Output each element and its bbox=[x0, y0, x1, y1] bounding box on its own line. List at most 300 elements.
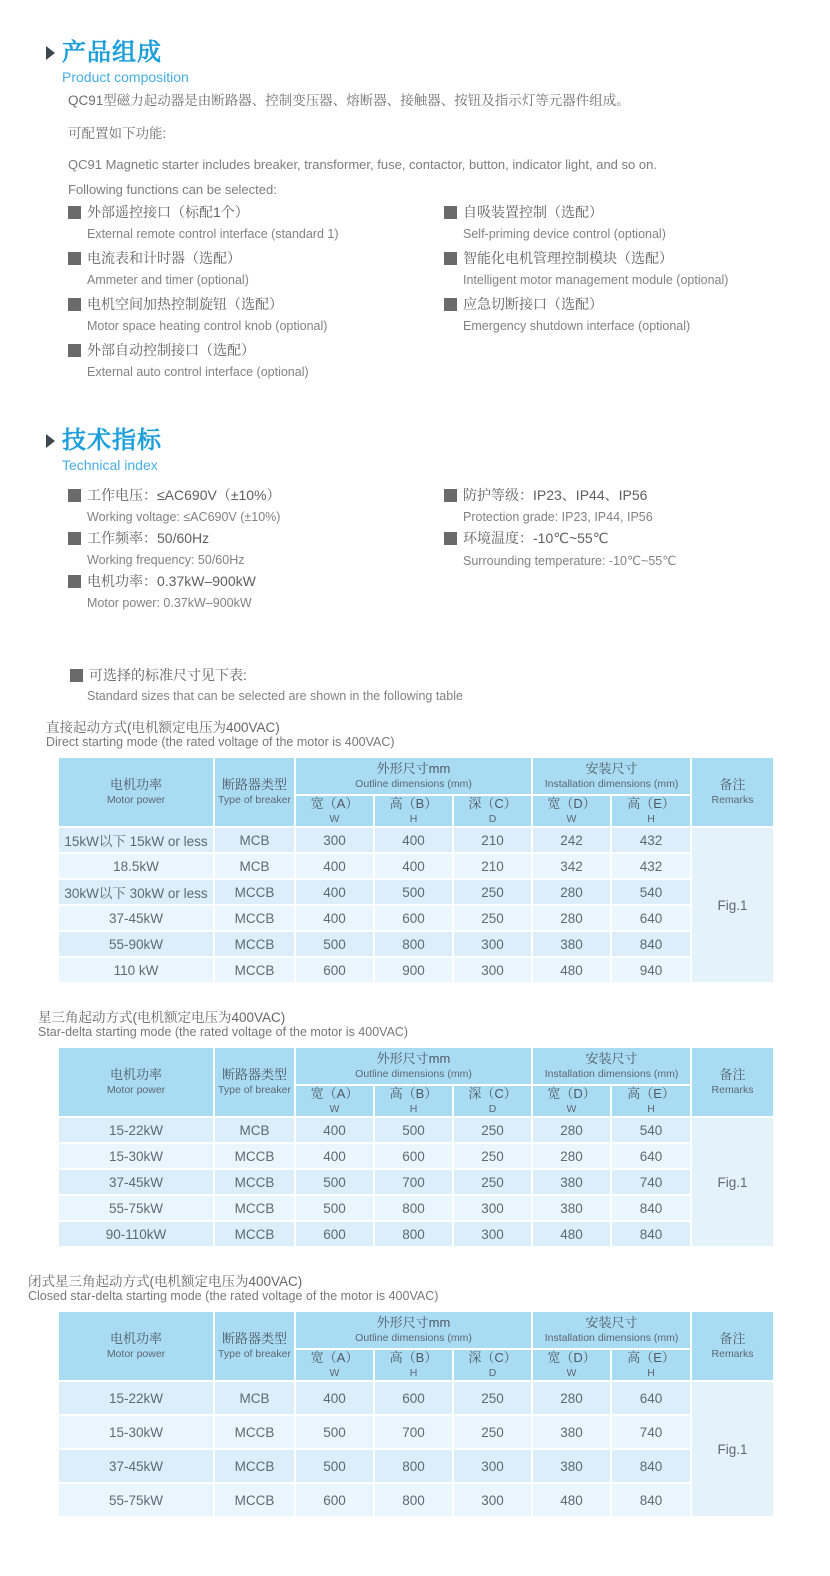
header-outline-dimensions-en: Outline dimensions (mm) bbox=[355, 778, 472, 790]
table-row bbox=[58, 931, 774, 957]
table-cell: MCCB bbox=[214, 1169, 295, 1195]
header-subcol bbox=[611, 1085, 691, 1117]
table-cell: 380 bbox=[532, 1169, 611, 1195]
table-cell: 400 bbox=[295, 879, 374, 905]
header-subcol-en: W bbox=[566, 1367, 577, 1379]
intro-paragraph: QC91型磁力起动器是由断路器、控制变压器、熔断器、接触器、按钮及指示灯等元器件组成。 bbox=[68, 93, 630, 108]
table-cell: 600 bbox=[295, 957, 374, 983]
header-breaker-type-zh: 断路器类型 bbox=[221, 777, 287, 792]
table-cell: 300 bbox=[295, 827, 374, 853]
spec-list-right bbox=[444, 486, 824, 572]
table-row bbox=[58, 879, 774, 905]
table-cell: MCCB bbox=[214, 1449, 295, 1483]
table-cell: 400 bbox=[295, 905, 374, 931]
table-row bbox=[58, 827, 774, 853]
header-installation-dimensions bbox=[532, 1047, 691, 1085]
table-cell: 480 bbox=[532, 1483, 611, 1517]
table-row bbox=[58, 1449, 774, 1483]
table-cell: 300 bbox=[453, 1483, 532, 1517]
feature-text-en: Emergency shutdown interface (optional) bbox=[463, 319, 691, 333]
table-cell: 280 bbox=[532, 1117, 611, 1143]
header-remarks bbox=[691, 1311, 774, 1381]
table-row bbox=[58, 957, 774, 983]
table-cell: 900 bbox=[374, 957, 453, 983]
table-cell: 380 bbox=[532, 1195, 611, 1221]
table-cell: 540 bbox=[611, 879, 691, 905]
header-breaker-type-en: Type of breaker bbox=[218, 1348, 291, 1360]
header-motor-power bbox=[58, 1047, 214, 1117]
feature-text-en: Ammeter and timer (optional) bbox=[87, 273, 249, 287]
table-cell: 700 bbox=[374, 1169, 453, 1195]
spec-label-zh bbox=[68, 529, 448, 548]
feature-list-left bbox=[68, 203, 448, 387]
table-cell: 300 bbox=[453, 957, 532, 983]
header-subcol-zh: 宽（D） bbox=[547, 796, 596, 811]
bullet-square-icon bbox=[444, 489, 457, 502]
feature-text-zh: 外部遥控接口（标配1个） bbox=[87, 204, 249, 220]
standard-note-en: Standard sizes that can be selected are shown in the following table bbox=[87, 689, 463, 703]
bullet-square-icon bbox=[68, 252, 81, 265]
header-remarks bbox=[691, 757, 774, 827]
header-subcol-en: W bbox=[566, 1103, 577, 1115]
table-cell: 840 bbox=[611, 1449, 691, 1483]
section-arrow-icon bbox=[46, 434, 55, 448]
dimensions-table bbox=[57, 1310, 775, 1518]
header-breaker-type-zh: 断路器类型 bbox=[221, 1331, 287, 1346]
feature-label-zh bbox=[444, 249, 824, 268]
section-title-zh: 技术指标 bbox=[62, 427, 162, 454]
feature-text-en: Intelligent motor management module (optional) bbox=[463, 273, 729, 287]
header-subcol-zh: 宽（A） bbox=[310, 796, 359, 811]
table-block-direct-starting bbox=[0, 716, 830, 1006]
table-cell: 600 bbox=[374, 905, 453, 931]
header-installation-dimensions-en: Installation dimensions (mm) bbox=[544, 1068, 679, 1080]
header-installation-dimensions bbox=[532, 1311, 691, 1349]
header-installation-dimensions bbox=[532, 757, 691, 795]
header-subcol-en: H bbox=[409, 1367, 418, 1379]
table-cell: 342 bbox=[532, 853, 611, 879]
table-cell: 15-30kW bbox=[58, 1415, 214, 1449]
spec-text-zh: 防护等级：IP23、IP44、IP56 bbox=[463, 487, 648, 503]
table-cell: 500 bbox=[295, 1169, 374, 1195]
feature-text-en: Self-priming device control (optional) bbox=[463, 227, 666, 241]
table-cell: MCCB bbox=[214, 879, 295, 905]
table-cell: 250 bbox=[453, 1381, 532, 1415]
table-cell: 700 bbox=[374, 1415, 453, 1449]
table-remark-cell: Fig.1 bbox=[691, 1117, 774, 1247]
table-cell: 432 bbox=[611, 827, 691, 853]
header-remarks-zh: 备注 bbox=[719, 1067, 746, 1082]
table-cell: MCCB bbox=[214, 1143, 295, 1169]
table-cell: MCB bbox=[214, 827, 295, 853]
bullet-square-icon bbox=[444, 298, 457, 311]
header-subcol bbox=[453, 1085, 532, 1117]
header-subcol-en: H bbox=[647, 1367, 655, 1379]
table-cell: 210 bbox=[453, 827, 532, 853]
spec-text-zh: 工作电压：≤AC690V（±10%） bbox=[87, 487, 281, 503]
header-remarks-zh: 备注 bbox=[719, 777, 746, 792]
spec-item bbox=[68, 529, 448, 572]
feature-label-zh bbox=[444, 203, 824, 222]
table-title-zh: 直接起动方式(电机额定电压为400VAC) bbox=[46, 720, 280, 735]
table-cell: MCCB bbox=[214, 1221, 295, 1247]
table-cell: 400 bbox=[295, 853, 374, 879]
table-cell: 940 bbox=[611, 957, 691, 983]
header-subcol-en: W bbox=[566, 813, 577, 825]
dimensions-table bbox=[57, 756, 775, 984]
bullet-square-icon bbox=[70, 669, 83, 682]
table-cell: 840 bbox=[611, 1195, 691, 1221]
table-cell: 250 bbox=[453, 905, 532, 931]
intro-paragraph: 可配置如下功能: bbox=[68, 126, 167, 141]
dimensions-table bbox=[57, 1046, 775, 1248]
header-outline-dimensions-en: Outline dimensions (mm) bbox=[355, 1332, 472, 1344]
header-remarks-en: Remarks bbox=[711, 1348, 754, 1360]
header-subcol bbox=[374, 1085, 453, 1117]
table-cell: MCCB bbox=[214, 1483, 295, 1517]
table-cell: 55-75kW bbox=[58, 1483, 214, 1517]
table-cell: 15-22kW bbox=[58, 1381, 214, 1415]
feature-text-en: Motor space heating control knob (optional) bbox=[87, 319, 328, 333]
table-cell: MCCB bbox=[214, 905, 295, 931]
feature-item bbox=[68, 249, 448, 295]
header-subcol bbox=[374, 1349, 453, 1381]
header-subcol-en: W bbox=[329, 1103, 340, 1115]
table-cell: 15-30kW bbox=[58, 1143, 214, 1169]
header-outline-dimensions bbox=[295, 1311, 532, 1349]
table-cell: 55-90kW bbox=[58, 931, 214, 957]
feature-text-zh: 电机空间加热控制旋钮（选配） bbox=[87, 296, 283, 312]
header-motor-power-en: Motor power bbox=[106, 1084, 166, 1096]
spec-item bbox=[444, 529, 824, 572]
table-cell: 210 bbox=[453, 853, 532, 879]
header-subcol bbox=[532, 1349, 611, 1381]
table-cell: 500 bbox=[295, 1449, 374, 1483]
table-cell: 250 bbox=[453, 1415, 532, 1449]
header-subcol-zh: 高（B） bbox=[389, 796, 438, 811]
table-cell: 400 bbox=[295, 1381, 374, 1415]
table-cell: 250 bbox=[453, 1143, 532, 1169]
table-cell: 800 bbox=[374, 1195, 453, 1221]
table-row bbox=[58, 1221, 774, 1247]
bullet-square-icon bbox=[68, 575, 81, 588]
table-cell: 740 bbox=[611, 1415, 691, 1449]
table-cell: 600 bbox=[374, 1143, 453, 1169]
standard-note-line-zh bbox=[70, 666, 463, 685]
header-breaker-type bbox=[214, 1311, 295, 1381]
table-cell: 37-45kW bbox=[58, 1449, 214, 1483]
table-row bbox=[58, 905, 774, 931]
table-cell: MCCB bbox=[214, 957, 295, 983]
header-subcol-zh: 深（C） bbox=[468, 1086, 517, 1101]
header-outline-dimensions-zh: 外形尺寸mm bbox=[376, 761, 451, 776]
table-row bbox=[58, 1381, 774, 1415]
table-title-zh: 闭式星三角起动方式(电机额定电压为400VAC) bbox=[28, 1274, 303, 1289]
header-subcol-zh: 宽（A） bbox=[310, 1350, 359, 1365]
table-cell: 800 bbox=[374, 931, 453, 957]
header-motor-power-en: Motor power bbox=[106, 794, 166, 806]
table-cell: 55-75kW bbox=[58, 1195, 214, 1221]
header-motor-power bbox=[58, 1311, 214, 1381]
header-subcol-zh: 宽（D） bbox=[547, 1086, 596, 1101]
table-cell: 600 bbox=[295, 1483, 374, 1517]
spec-item bbox=[68, 572, 448, 615]
table-cell: 380 bbox=[532, 1449, 611, 1483]
header-subcol-zh: 深（C） bbox=[468, 1350, 517, 1365]
feature-label-zh bbox=[68, 203, 448, 222]
feature-text-en: External remote control interface (standard 1) bbox=[87, 227, 339, 241]
bullet-square-icon bbox=[68, 532, 81, 545]
header-subcol bbox=[532, 1085, 611, 1117]
table-cell: 15-22kW bbox=[58, 1117, 214, 1143]
table-cell: 840 bbox=[611, 931, 691, 957]
header-breaker-type-en: Type of breaker bbox=[218, 1084, 291, 1096]
header-motor-power bbox=[58, 757, 214, 827]
bullet-square-icon bbox=[444, 252, 457, 265]
header-installation-dimensions-zh: 安装尺寸 bbox=[585, 1051, 638, 1066]
header-subcol-zh: 高（B） bbox=[389, 1350, 438, 1365]
table-cell: 280 bbox=[532, 905, 611, 931]
feature-item bbox=[444, 203, 824, 249]
table-cell: 840 bbox=[611, 1221, 691, 1247]
table-cell: 800 bbox=[374, 1449, 453, 1483]
header-subcol bbox=[532, 795, 611, 827]
spec-list-left bbox=[68, 486, 448, 615]
feature-list-right bbox=[444, 203, 824, 341]
spec-text-en: Working frequency: 50/60Hz bbox=[87, 553, 245, 567]
feature-label-zh bbox=[444, 295, 824, 314]
table-cell: MCCB bbox=[214, 1195, 295, 1221]
table-remark-cell: Fig.1 bbox=[691, 827, 774, 983]
header-outline-dimensions-en: Outline dimensions (mm) bbox=[355, 1068, 472, 1080]
feature-label-zh bbox=[68, 295, 448, 314]
table-title-zh: 星三角起动方式(电机额定电压为400VAC) bbox=[38, 1010, 286, 1025]
spec-text-zh: 环境温度：-10℃~55℃ bbox=[463, 530, 609, 546]
feature-text-zh: 外部自动控制接口（选配） bbox=[87, 342, 255, 358]
spec-label-zh bbox=[68, 486, 448, 505]
header-subcol-en: W bbox=[329, 813, 340, 825]
table-cell: 480 bbox=[532, 1221, 611, 1247]
header-subcol-zh: 高（B） bbox=[389, 1086, 438, 1101]
spec-item bbox=[444, 486, 824, 529]
standard-sizes-note bbox=[70, 666, 463, 703]
header-subcol bbox=[611, 795, 691, 827]
table-cell: 640 bbox=[611, 1381, 691, 1415]
table-cell: MCCB bbox=[214, 1415, 295, 1449]
header-installation-dimensions-en: Installation dimensions (mm) bbox=[544, 778, 679, 790]
table-cell: 640 bbox=[611, 905, 691, 931]
table-row bbox=[58, 853, 774, 879]
table-cell: MCB bbox=[214, 853, 295, 879]
section-arrow-icon bbox=[46, 46, 55, 60]
table-cell: 380 bbox=[532, 931, 611, 957]
bullet-square-icon bbox=[68, 206, 81, 219]
section-title-en: Technical index bbox=[62, 457, 158, 473]
table-cell: 30kW以下 30kW or less bbox=[58, 879, 214, 905]
table-cell: 280 bbox=[532, 1381, 611, 1415]
table-cell: 540 bbox=[611, 1117, 691, 1143]
bullet-square-icon bbox=[68, 344, 81, 357]
spec-text-en: Surrounding temperature: -10℃~55℃ bbox=[463, 554, 677, 568]
table-cell: 18.5kW bbox=[58, 853, 214, 879]
table-cell: 800 bbox=[374, 1483, 453, 1517]
header-installation-dimensions-en: Installation dimensions (mm) bbox=[544, 1332, 679, 1344]
table-cell: 300 bbox=[453, 931, 532, 957]
section-title-en: Product composition bbox=[62, 69, 189, 85]
table-cell: 480 bbox=[532, 957, 611, 983]
header-subcol-zh: 高（E） bbox=[627, 1350, 675, 1365]
feature-item bbox=[68, 203, 448, 249]
header-motor-power-zh: 电机功率 bbox=[109, 1067, 162, 1082]
table-row bbox=[58, 1169, 774, 1195]
feature-label-zh bbox=[68, 249, 448, 268]
header-subcol-zh: 宽（D） bbox=[547, 1350, 596, 1365]
table-cell: 500 bbox=[374, 1117, 453, 1143]
header-subcol bbox=[295, 1349, 374, 1381]
header-subcol bbox=[374, 795, 453, 827]
header-remarks-zh: 备注 bbox=[719, 1331, 746, 1346]
table-cell: MCB bbox=[214, 1117, 295, 1143]
table-cell: 840 bbox=[611, 1483, 691, 1517]
header-outline-dimensions bbox=[295, 757, 532, 795]
header-installation-dimensions-zh: 安装尺寸 bbox=[585, 761, 638, 776]
feature-text-zh: 自吸装置控制（选配） bbox=[463, 204, 603, 220]
table-cell: 242 bbox=[532, 827, 611, 853]
table-cell: 37-45kW bbox=[58, 1169, 214, 1195]
table-cell: 640 bbox=[611, 1143, 691, 1169]
feature-item bbox=[444, 295, 824, 341]
intro-paragraph: QC91 Magnetic starter includes breaker, transformer, fuse, contactor, button, indicator light, and so on. bbox=[68, 157, 657, 172]
table-row bbox=[58, 1483, 774, 1517]
bullet-square-icon bbox=[444, 206, 457, 219]
feature-text-zh: 智能化电机管理控制模块（选配） bbox=[463, 250, 673, 266]
header-breaker-type bbox=[214, 1047, 295, 1117]
header-subcol bbox=[611, 1349, 691, 1381]
header-remarks-en: Remarks bbox=[711, 1084, 754, 1096]
header-subcol-en: H bbox=[647, 813, 655, 825]
table-cell: 500 bbox=[374, 879, 453, 905]
spec-text-zh: 工作频率：50/60Hz bbox=[87, 530, 210, 546]
table-cell: 37-45kW bbox=[58, 905, 214, 931]
header-breaker-type bbox=[214, 757, 295, 827]
header-subcol bbox=[295, 1085, 374, 1117]
table-cell: 280 bbox=[532, 879, 611, 905]
header-motor-power-zh: 电机功率 bbox=[109, 777, 162, 792]
table-cell: 300 bbox=[453, 1221, 532, 1247]
header-motor-power-en: Motor power bbox=[106, 1348, 166, 1360]
table-cell: 250 bbox=[453, 879, 532, 905]
spec-text-en: Motor power: 0.37kW–900kW bbox=[87, 596, 252, 610]
section-header-product-composition bbox=[46, 40, 189, 85]
table-cell: 400 bbox=[295, 1117, 374, 1143]
header-subcol-en: D bbox=[488, 1367, 497, 1379]
header-breaker-type-en: Type of breaker bbox=[218, 794, 291, 806]
header-remarks bbox=[691, 1047, 774, 1117]
spec-item bbox=[68, 486, 448, 529]
intro-paragraph: Following functions can be selected: bbox=[68, 182, 277, 197]
table-cell: 600 bbox=[374, 1381, 453, 1415]
header-subcol-en: W bbox=[329, 1367, 340, 1379]
spec-text-zh: 电机功率：0.37kW–900kW bbox=[87, 573, 256, 589]
header-remarks-en: Remarks bbox=[711, 794, 754, 806]
table-cell: 380 bbox=[532, 1415, 611, 1449]
table-cell: 800 bbox=[374, 1221, 453, 1247]
table-cell: 400 bbox=[374, 853, 453, 879]
feature-text-zh: 电流表和计时器（选配） bbox=[87, 250, 241, 266]
section-header-technical-index bbox=[46, 428, 162, 473]
feature-item bbox=[68, 295, 448, 341]
header-breaker-type-zh: 断路器类型 bbox=[221, 1067, 287, 1082]
header-subcol bbox=[453, 795, 532, 827]
table-cell: 300 bbox=[453, 1449, 532, 1483]
table-row bbox=[58, 1415, 774, 1449]
table-cell: 500 bbox=[295, 931, 374, 957]
intro-paragraphs bbox=[68, 90, 788, 206]
table-row bbox=[58, 1195, 774, 1221]
table-cell: 250 bbox=[453, 1117, 532, 1143]
header-subcol-en: H bbox=[409, 813, 418, 825]
bullet-square-icon bbox=[68, 298, 81, 311]
table-cell: 300 bbox=[453, 1195, 532, 1221]
bullet-square-icon bbox=[444, 532, 457, 545]
table-block-closed-star-delta bbox=[0, 1270, 830, 1530]
header-subcol-en: D bbox=[488, 1103, 497, 1115]
feature-label-zh bbox=[68, 341, 448, 360]
table-cell: 250 bbox=[453, 1169, 532, 1195]
table-cell: MCB bbox=[214, 1381, 295, 1415]
table-cell: 400 bbox=[374, 827, 453, 853]
table-remark-cell: Fig.1 bbox=[691, 1381, 774, 1517]
table-cell: 90-110kW bbox=[58, 1221, 214, 1247]
table-cell: 432 bbox=[611, 853, 691, 879]
header-subcol-en: H bbox=[409, 1103, 418, 1115]
spec-text-en: Protection grade: IP23, IP44, IP56 bbox=[463, 510, 653, 524]
header-outline-dimensions bbox=[295, 1047, 532, 1085]
header-subcol-zh: 宽（A） bbox=[310, 1086, 359, 1101]
header-subcol bbox=[295, 795, 374, 827]
header-subcol-en: H bbox=[647, 1103, 655, 1115]
spec-label-zh bbox=[444, 529, 824, 548]
header-motor-power-zh: 电机功率 bbox=[109, 1331, 162, 1346]
header-subcol-zh: 深（C） bbox=[468, 796, 517, 811]
table-row bbox=[58, 1117, 774, 1143]
table-cell: 110 kW bbox=[58, 957, 214, 983]
feature-item bbox=[68, 341, 448, 387]
table-cell: 400 bbox=[295, 1143, 374, 1169]
spec-label-zh bbox=[68, 572, 448, 591]
table-cell: 500 bbox=[295, 1415, 374, 1449]
bullet-square-icon bbox=[68, 489, 81, 502]
feature-item bbox=[444, 249, 824, 295]
table-title-en: Direct starting mode (the rated voltage of the motor is 400VAC) bbox=[46, 735, 395, 749]
header-subcol-zh: 高（E） bbox=[627, 796, 675, 811]
header-outline-dimensions-zh: 外形尺寸mm bbox=[376, 1051, 451, 1066]
header-installation-dimensions-zh: 安装尺寸 bbox=[585, 1315, 638, 1330]
table-row bbox=[58, 1143, 774, 1169]
header-subcol-en: D bbox=[488, 813, 497, 825]
feature-text-zh: 应急切断接口（选配） bbox=[463, 296, 603, 312]
table-cell: MCCB bbox=[214, 931, 295, 957]
table-cell: 280 bbox=[532, 1143, 611, 1169]
section-title-zh: 产品组成 bbox=[62, 39, 162, 66]
table-cell: 740 bbox=[611, 1169, 691, 1195]
header-subcol bbox=[453, 1349, 532, 1381]
table-cell: 15kW以下 15kW or less bbox=[58, 827, 214, 853]
table-block-star-delta bbox=[0, 1006, 830, 1268]
spec-label-zh bbox=[444, 486, 824, 505]
header-subcol-zh: 高（E） bbox=[627, 1086, 675, 1101]
standard-note-zh: 可选择的标准尺寸见下表: bbox=[89, 667, 247, 683]
